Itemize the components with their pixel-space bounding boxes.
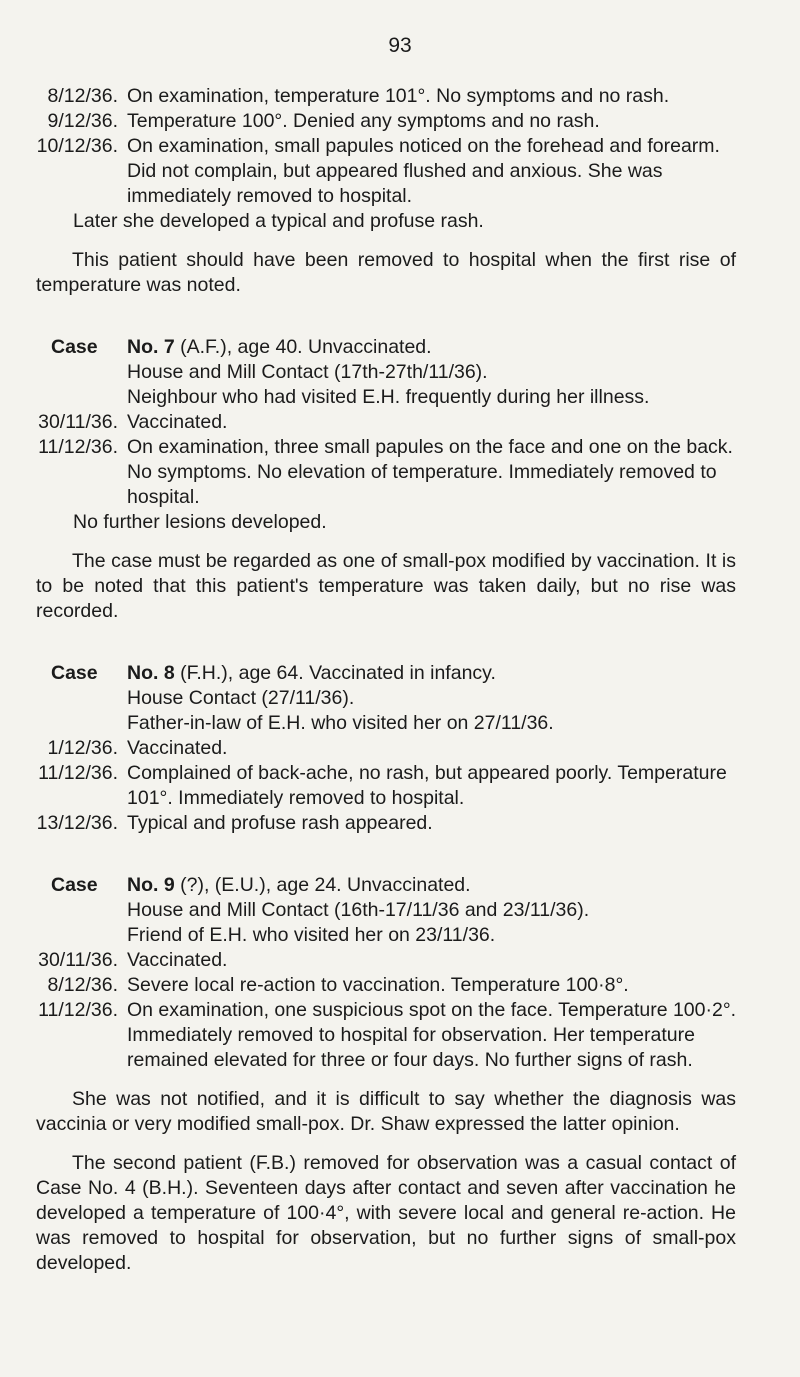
entry-text: Neighbour who had visited E.H. frequently during her illness. xyxy=(127,386,650,408)
paragraph: She was not notified, and it is difficult to say whether the diagnosis was vaccinia or very modified small-pox. Dr. Shaw expressed the latter opinion. xyxy=(36,1088,736,1135)
entry-date: 30/11/36. xyxy=(38,411,118,433)
spacer xyxy=(0,1073,800,1087)
entry-date: 1/12/36. xyxy=(47,737,118,759)
dated-entry xyxy=(127,385,737,410)
entry-date: 9/12/36. xyxy=(47,110,118,132)
dated-entry xyxy=(127,898,737,923)
case-number: No. 9 xyxy=(127,874,175,896)
case-heading xyxy=(51,873,737,898)
dated-entry xyxy=(38,435,737,510)
paragraph: The case must be regarded as one of small-pox modified by vaccination. It is to be noted that this patient's temperature was taken daily, but no rise was recorded. xyxy=(36,550,736,622)
entry-date: 8/12/36. xyxy=(47,85,118,107)
case-label: Case xyxy=(51,336,98,358)
entry-text: Friend of E.H. who visited her on 23/11/36. xyxy=(127,924,496,946)
case-heading xyxy=(51,335,737,360)
dated-entry xyxy=(47,109,737,134)
entry-text: House and Mill Contact (17th-27th/11/36). xyxy=(127,361,488,383)
case-number: No. 8 xyxy=(127,662,175,684)
dated-entry xyxy=(127,360,737,385)
dated-entry xyxy=(127,686,737,711)
page-number: 93 xyxy=(388,34,412,57)
dated-entry xyxy=(36,811,737,836)
dated-entry xyxy=(38,998,737,1073)
entry-date: 11/12/36. xyxy=(38,436,118,458)
note-line: No further lesions developed. xyxy=(73,511,327,533)
case-label: Case xyxy=(51,662,98,684)
entry-text: On examination, small papules noticed on the forehead and forearm. Did not complain, but appeared flushed and anxious. She was immediately removed to hospital. xyxy=(127,135,720,207)
spacer xyxy=(0,298,800,335)
report-body xyxy=(0,84,800,1276)
case-label: Case xyxy=(51,874,98,896)
dated-entry xyxy=(38,761,737,811)
case-heading xyxy=(51,661,737,686)
dated-entry xyxy=(127,923,737,948)
entry-date: 30/11/36. xyxy=(38,949,118,971)
dated-entry xyxy=(47,84,737,109)
case-summary: (?), (E.U.), age 24. Unvaccinated. xyxy=(180,874,471,896)
spacer xyxy=(0,535,800,549)
entry-text: House Contact (27/11/36). xyxy=(127,687,355,709)
entry-text: Temperature 100°. Denied any symptoms and no rash. xyxy=(127,110,600,132)
entry-date: 13/12/36. xyxy=(36,812,118,834)
entry-date: 10/12/36. xyxy=(36,135,118,157)
entry-text: On examination, temperature 101°. No symptoms and no rash. xyxy=(127,85,670,107)
entry-text: Vaccinated. xyxy=(127,949,228,971)
note-line: Later she developed a typical and profuse rash. xyxy=(73,210,484,232)
dated-entry xyxy=(38,948,737,973)
entry-text: House and Mill Contact (16th-17/11/36 and 23/11/36). xyxy=(127,899,590,921)
spacer xyxy=(0,234,800,248)
case-number: No. 7 xyxy=(127,336,175,358)
spacer xyxy=(0,836,800,873)
entry-text: Vaccinated. xyxy=(127,737,228,759)
entry-text: On examination, three small papules on the face and one on the back. No symptoms. No elevation of temperature. Immediately removed to hospital. xyxy=(127,436,733,508)
paragraph: This patient should have been removed to hospital when the first rise of temperature was noted. xyxy=(36,249,736,296)
entry-text: Complained of back-ache, no rash, but appeared poorly. Temperature 101°. Immediately removed to hospital. xyxy=(127,762,727,809)
dated-entry xyxy=(47,736,737,761)
spacer xyxy=(0,624,800,661)
entry-date: 11/12/36. xyxy=(38,762,118,784)
dated-entry xyxy=(47,973,737,998)
case-summary: (A.F.), age 40. Unvaccinated. xyxy=(180,336,432,358)
entry-text: Severe local re-action to vaccination. Temperature 100·8°. xyxy=(127,974,629,996)
entry-text: Typical and profuse rash appeared. xyxy=(127,812,433,834)
paragraph: The second patient (F.B.) removed for observation was a casual contact of Case No. 4 (B.H.). Seventeen days after contact and seven after vaccination he developed a temperature of 100·4°, with severe local and general re-action. He was removed to hospital for observation, but no further signs of small-pox developed. xyxy=(36,1152,736,1274)
dated-entry xyxy=(36,134,737,209)
entry-text: On examination, one suspicious spot on the face. Temperature 100·2°. Immediately removed to hospital for observation. Her temperature remained elevated for three or four days. No further signs of rash. xyxy=(127,999,737,1071)
spacer xyxy=(0,1137,800,1151)
entry-text: Vaccinated. xyxy=(127,411,228,433)
dated-entry xyxy=(127,711,737,736)
entry-date: 11/12/36. xyxy=(38,999,118,1021)
case-summary: (F.H.), age 64. Vaccinated in infancy. xyxy=(180,662,496,684)
dated-entry xyxy=(38,410,737,435)
entry-text: Father-in-law of E.H. who visited her on 27/11/36. xyxy=(127,712,554,734)
entry-date: 8/12/36. xyxy=(47,974,118,996)
